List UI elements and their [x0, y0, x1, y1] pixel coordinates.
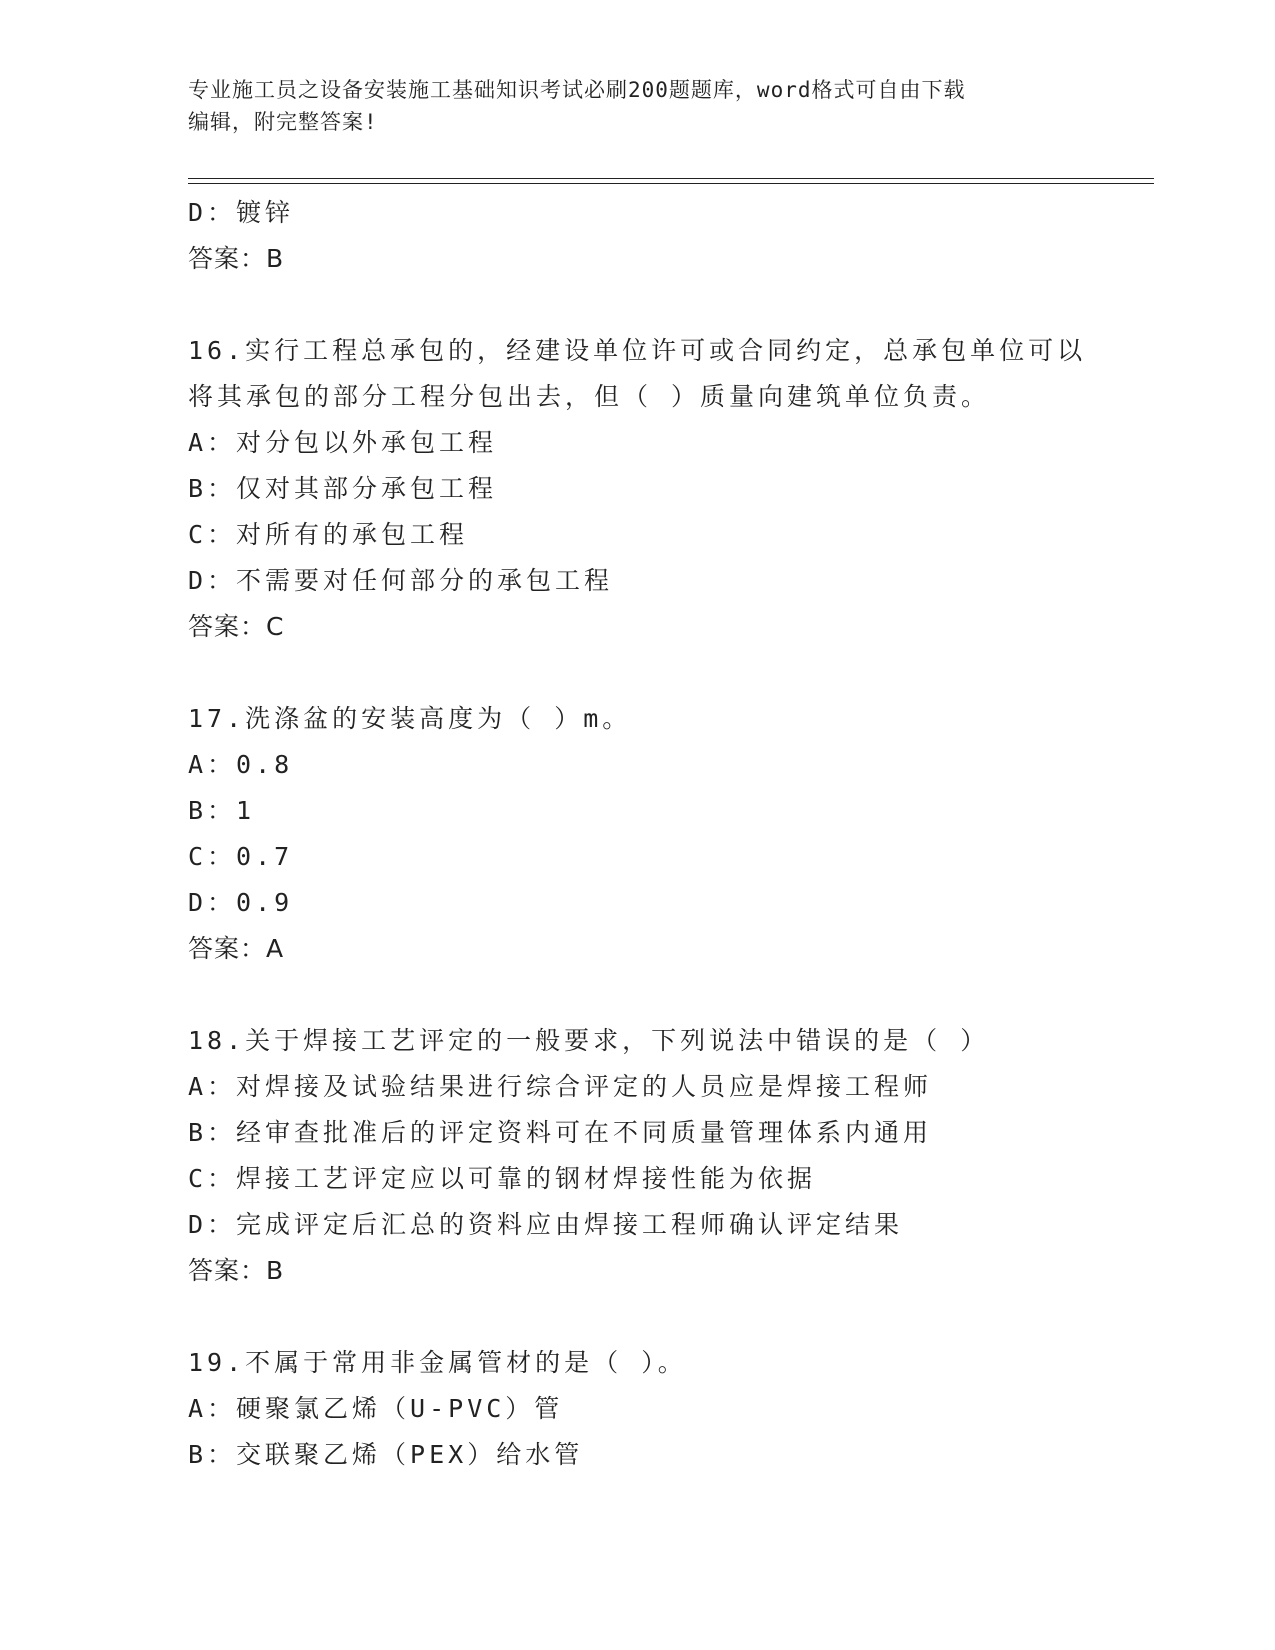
prev-answer: 答案：B	[188, 244, 285, 273]
option-d: D：不需要对任何部分的承包工程	[188, 566, 614, 595]
prev-option-d: D：镀锌	[188, 198, 295, 227]
spacer	[188, 650, 1088, 696]
spacer	[188, 282, 1088, 328]
document-header	[188, 74, 1088, 138]
question-list	[188, 190, 1088, 1478]
answer: 答案：C	[188, 612, 285, 641]
option-d: D：0.9	[188, 888, 294, 917]
question-stem: 17.洗涤盆的安装高度为（ ）m。	[188, 704, 632, 733]
answer: 答案：B	[188, 1256, 285, 1285]
question-stem: 16.实行工程总承包的，经建设单位许可或合同约定，总承包单位可以	[188, 336, 1087, 365]
option-d: D：完成评定后汇总的资料应由焊接工程师确认评定结果	[188, 1210, 904, 1239]
question-stem: 将其承包的部分工程分包出去，但（ ）质量向建筑单位负责。	[188, 382, 991, 411]
option-b: B：仅对其部分承包工程	[188, 474, 498, 503]
option-b: B：1	[188, 796, 256, 825]
header-rule-top	[188, 178, 1154, 179]
question-18	[188, 1018, 1088, 1294]
question-19	[188, 1340, 1088, 1478]
option-b: B：经审查批准后的评定资料可在不同质量管理体系内通用	[188, 1118, 933, 1147]
option-c: C：对所有的承包工程	[188, 520, 469, 549]
spacer	[188, 972, 1088, 1018]
option-c: C：焊接工艺评定应以可靠的钢材焊接性能为依据	[188, 1164, 817, 1193]
option-a: A：对分包以外承包工程	[188, 428, 498, 457]
question-17	[188, 696, 1088, 972]
answer: 答案：A	[188, 934, 285, 963]
header-rule-bottom	[188, 183, 1154, 184]
option-c: C：0.7	[188, 842, 294, 871]
question-stem: 18.关于焊接工艺评定的一般要求，下列说法中错误的是（ ）	[188, 1026, 990, 1055]
question-stem: 19.不属于常用非金属管材的是（ ）。	[188, 1348, 687, 1377]
header-line-2: 编辑，附完整答案!	[188, 110, 378, 134]
question-16	[188, 328, 1088, 650]
option-a: A：对焊接及试验结果进行综合评定的人员应是焊接工程师	[188, 1072, 933, 1101]
header-line-1: 专业施工员之设备安装施工基础知识考试必刷200题题库，word格式可自由下载	[188, 78, 966, 102]
option-b: B：交联聚乙烯（PEX）给水管	[188, 1440, 584, 1469]
option-a: A：硬聚氯乙烯（U-PVC）管	[188, 1394, 564, 1423]
spacer	[188, 1294, 1088, 1340]
option-a: A：0.8	[188, 750, 294, 779]
